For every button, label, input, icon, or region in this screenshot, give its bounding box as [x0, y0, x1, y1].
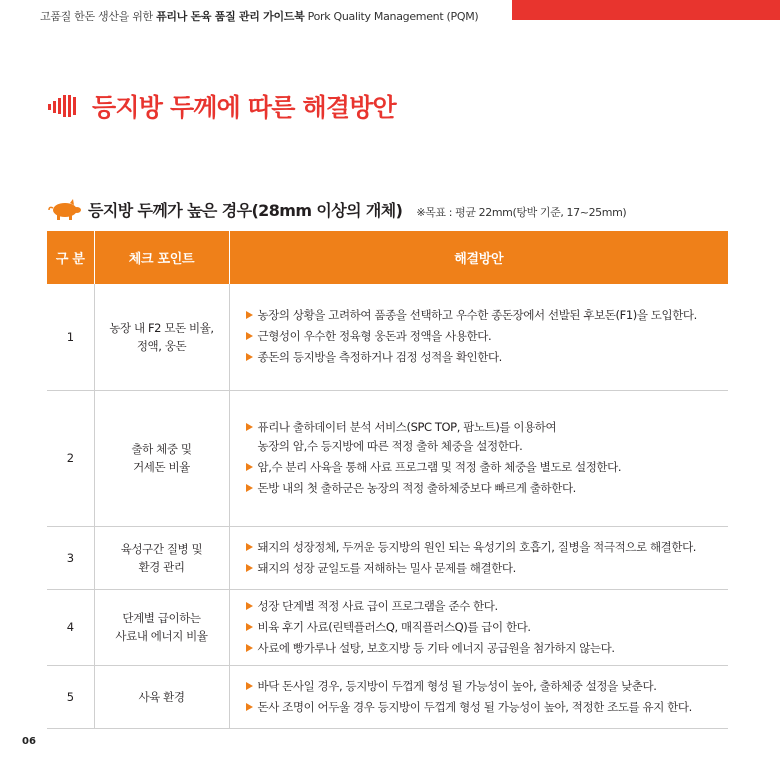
triangle-bullet-icon	[246, 332, 253, 340]
check-point	[94, 665, 229, 728]
header-prefix: 고품질 한돈 생산을 위한	[40, 10, 153, 23]
check-line: 육성구간 질병 및	[120, 541, 203, 556]
solution-item	[246, 597, 729, 616]
triangle-bullet-icon	[246, 564, 253, 572]
solution-item	[246, 538, 729, 557]
row-number: 1	[47, 284, 94, 390]
solution-item	[246, 677, 729, 696]
check-line: 정액, 웅돈	[136, 338, 187, 353]
solution-list	[229, 284, 728, 390]
solution-item	[246, 698, 729, 717]
solution-list	[229, 390, 728, 526]
table-header-row	[47, 231, 728, 284]
row-number: 2	[47, 390, 94, 526]
triangle-bullet-icon	[246, 602, 253, 610]
solution-item	[246, 639, 729, 658]
row-number: 5	[47, 665, 94, 728]
section-target-note: ※목표 : 평균 22mm(탕박 기준, 17~25mm)	[416, 206, 627, 219]
check-line: 환경 관리	[138, 559, 185, 574]
solution-text: 농장의 암,수 등지방에 따른 적정 출하 체중을 설정한다.	[257, 439, 523, 453]
page-number: 06	[22, 736, 36, 747]
row-number: 3	[47, 526, 94, 589]
triangle-bullet-icon	[246, 463, 253, 471]
triangle-bullet-icon	[246, 543, 253, 551]
solution-text: 근형성이 우수한 정육형 웅돈과 정액을 사용한다.	[257, 329, 492, 344]
bar-graph-icon	[48, 95, 84, 117]
check-line: 출하 체중 및	[131, 442, 192, 456]
page-title: 등지방 두께에 따른 해결방안	[92, 93, 396, 122]
solution-item	[246, 348, 729, 367]
header-suffix: Pork Quality Management (PQM)	[307, 10, 479, 23]
solution-list	[229, 589, 728, 665]
solution-text: 돈사 조명이 어두울 경우 등지방이 두껍게 형성 될 가능성이 높아, 적정한 조도를 유지 한다.	[257, 699, 692, 714]
solution-text: 돼지의 성장정체, 두꺼운 등지방의 원인 되는 육성기의 호흡기, 질병을 적극적으로 해결한다.	[257, 539, 697, 554]
header-solution: 해결방안	[229, 231, 728, 284]
check-line: 사료내 에너지 비율	[115, 629, 208, 643]
triangle-bullet-icon	[246, 623, 253, 631]
check-point	[94, 589, 229, 665]
triangle-bullet-icon	[246, 484, 253, 492]
table-row	[47, 665, 728, 728]
solution-text: 농장의 상황을 고려하여 품종을 선택하고 우수한 종돈장에서 선발된 후보돈(F1)을 도입한다.	[257, 308, 697, 323]
check-point	[94, 284, 229, 390]
triangle-bullet-icon	[246, 353, 253, 361]
solution-item	[246, 479, 729, 498]
solution-text: 사료에 빵가루나 설탕, 보호지방 등 기타 에너지 공급원을 첨가하지 않는다.	[257, 640, 615, 655]
solution-item	[246, 559, 729, 578]
solution-item	[246, 618, 729, 637]
solution-item	[246, 327, 729, 346]
check-line: 단계별 급이하는	[122, 611, 201, 625]
solution-item	[246, 458, 729, 477]
solution-text: 바닥 돈사일 경우, 등지방이 두껍게 형성 될 가능성이 높아, 출하체중 설정을 낮춘다.	[257, 678, 657, 693]
solution-item	[246, 306, 729, 325]
solution-text: 돈방 내의 첫 출하군은 농장의 적정 출하체중보다 빠르게 출하한다.	[257, 481, 576, 495]
header-check-point: 체크 포인트	[94, 231, 229, 284]
triangle-bullet-icon	[246, 311, 253, 319]
solutions-table	[47, 231, 728, 729]
solution-text: 퓨리나 출하데이터 분석 서비스(SPC TOP, 팜노트)를 이용하여	[257, 420, 557, 434]
solution-text: 비육 후기 사료(린텍플러스Q, 매직플러스Q)를 급이 한다.	[257, 619, 531, 634]
check-point	[94, 526, 229, 589]
solution-list	[229, 665, 728, 728]
section-title: 등지방 두께가 높은 경우(28mm 이상의 개체)	[88, 201, 403, 220]
check-line: 농장 내 F2 모돈 비율,	[109, 320, 214, 335]
solution-text: 종돈의 등지방을 측정하거나 검정 성적을 확인한다.	[257, 350, 502, 365]
row-number: 4	[47, 589, 94, 665]
solution-text: 암,수 분리 사육을 통해 사료 프로그램 및 적정 출하 체중을 별도로 설정한다.	[257, 460, 622, 474]
section-heading	[48, 198, 626, 221]
header-guide-title: 퓨리나 돈육 품질 관리 가이드북	[156, 10, 305, 23]
solution-item	[246, 418, 729, 456]
page-title-block	[48, 88, 396, 124]
solution-list	[229, 526, 728, 589]
check-line: 사육 환경	[138, 689, 185, 704]
solution-text: 성장 단계별 적정 사료 급이 프로그램을 준수 한다.	[257, 598, 498, 613]
table-row	[47, 526, 728, 589]
triangle-bullet-icon	[246, 423, 253, 431]
triangle-bullet-icon	[246, 703, 253, 711]
triangle-bullet-icon	[246, 644, 253, 652]
table-row	[47, 589, 728, 665]
check-point	[94, 390, 229, 526]
header-accent-bar	[512, 0, 780, 20]
check-line: 거세돈 비율	[133, 460, 190, 474]
table-row	[47, 390, 728, 526]
solution-text: 돼지의 성장 균일도를 저해하는 밀사 문제를 해결한다.	[257, 560, 516, 575]
pig-icon	[48, 199, 82, 221]
table-row	[47, 284, 728, 390]
triangle-bullet-icon	[246, 682, 253, 690]
header-category: 구 분	[47, 231, 94, 284]
running-header	[40, 8, 478, 24]
